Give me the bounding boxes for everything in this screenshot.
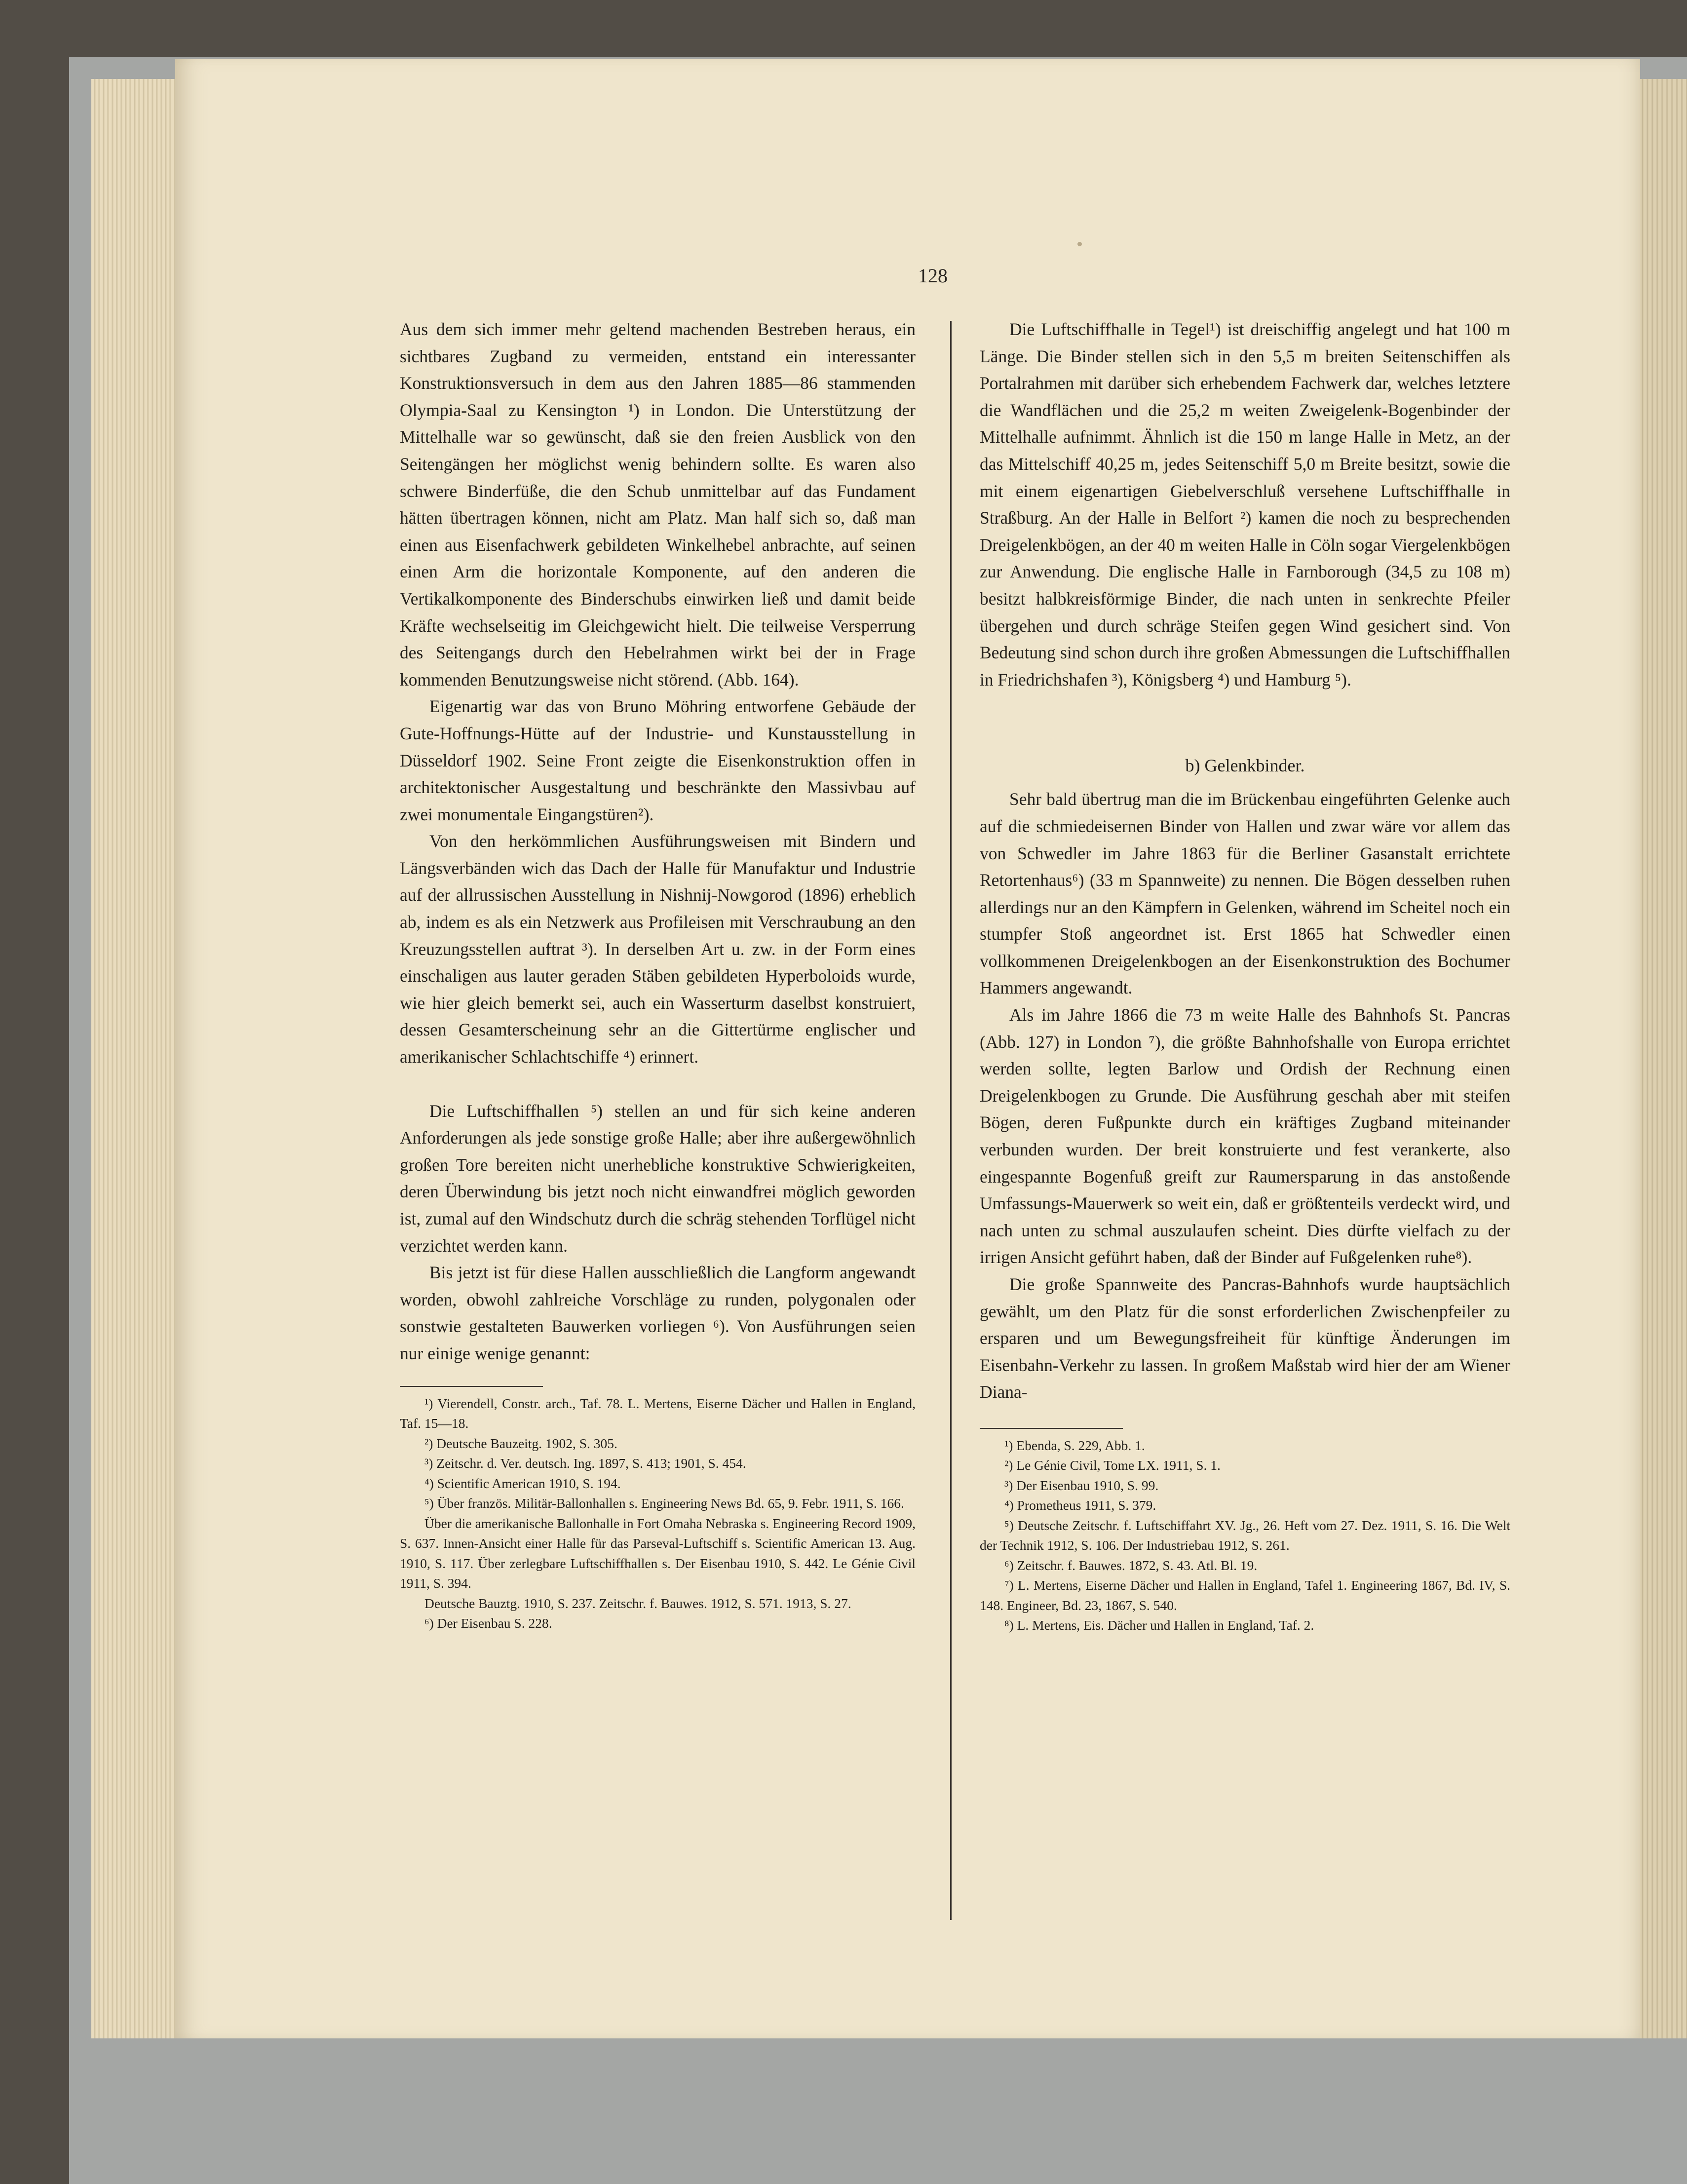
page-edges-right <box>1639 79 1687 2038</box>
paper-speck <box>1077 242 1082 246</box>
page-edges-left <box>91 79 178 2038</box>
column-divider <box>950 321 952 1920</box>
left-column <box>400 316 916 1634</box>
paragraph: Die Luftschiffhallen ⁵) stellen an und für sich keine anderen Anforderungen als jede sonstige große Halle; aber ihre außergewöhnlich großen Tore bereiten nicht unerhebliche konstruktive Schwierigkeiten, deren Überwindung bis jetzt noch nicht einwandfrei möglich geworden ist, zumal auf den Windschutz durch die schräg stehenden Torflügel nicht verzichtet werden kann. <box>400 1101 916 1256</box>
paragraph: Aus dem sich immer mehr geltend machenden Bestreben heraus, ein sichtbares Zugband zu vermeiden, entstand ein interessanter Konstruktionsversuch in dem aus den Jahren 1885—86 stammenden Olympia-Saal zu Kensington ¹) in London. Die Unterstützung der Mittelhalle war so gewünscht, daß sie den freien Ausblick von den Seitengängen her möglichst wenig behindern sollte. Es waren also schwere Binderfüße, die den Schub unmittelbar auf das Fundament hätten übertragen können, nicht am Platz. Man half sich so, daß man einen aus Eisenfachwerk gebildeten Winkelhebel anbrachte, auf seinen einen Arm die horizontale Komponente, auf den anderen die Vertikalkomponente des Binderschubs einwirken ließ und damit beide Kräfte wechselseitig im Gleichgewicht hielt. Die teilweise Versperrung des Seitengangs durch den Hebelrahmen wirkt bei der in Frage kommenden Benutzungsweise nicht störend. (Abb. 164). <box>400 319 916 690</box>
footnote: ²) Le Génie Civil, Tome LX. 1911, S. 1. <box>1004 1457 1221 1473</box>
paragraph: Sehr bald übertrug man die im Brückenbau eingeführten Gelenke auch auf die schmiedeisernen Binder von Hallen und zwar wäre vor allem das von Schwedler im Jahre 1863 für die Berliner Gasanstalt errichtete Retortenhaus⁶) (33 m Spannweite) zu nennen. Die Bögen desselben ruhen allerdings nur an den Kämpfern in Gelenken, während im Scheitel noch ein stumpfer Stoß angeordnet ist. Erst 1865 hat Schwedler einen vollkommenen Dreigelenkbogen an der Eisenkonstruktion des Bochumer Hammers angewandt. <box>980 789 1510 998</box>
footnote: ⁶) Zeitschr. f. Bauwes. 1872, S. 43. Atl. Bl. 19. <box>1004 1557 1258 1573</box>
footnotes <box>980 1436 1510 1636</box>
footnote: ⁶) Der Eisenbau S. 228. <box>424 1615 552 1631</box>
footnote: Über die amerikanische Ballonhalle in Fort Omaha Nebraska s. Engineering Record 1909, S. 637. Innen-Ansicht einer Halle für das Parseval-Luftschiff s. Scientific American 13. Aug. 1910, S. 117. Über zerlegbare Luftschiffhallen s. Der Eisenbau 1910, S. 442. Le Génie Civil 1911, S. 394. <box>400 1515 916 1591</box>
paragraph: Die Luftschiffhalle in Tegel¹) ist dreischiffig angelegt und hat 100 m Länge. Die Binder stellen sich in den 5,5 m breiten Seitenschiffen als Portalrahmen mit darüber sich erhebendem Fachwerk dar, welches letztere die Wandflächen und die 25,2 m weiten Zweigelenk-Bogenbinder der Mittelhalle aufnimmt. Ähnlich ist die 150 m lange Halle in Metz, an der das Mittelschiff 40,25 m, jedes Seitenschiff 5,0 m Breite besitzt, sowie die mit einem eigenartigen Giebelverschluß versehene Luftschiffhalle in Straßburg. An der Halle in Belfort ²) kamen die noch zu besprechenden Dreigelenkbögen, an der 40 m weiten Halle in Cöln sogar Viergelenkbögen zur Anwendung. Die englische Halle in Farnborough (34,5 zu 108 m) besitzt halbkreisförmige Binder, die nach unten in senkrechte Pfeiler übergehen und durch schräge Steifen gegen Wind gesichert sind. Von Bedeutung sind schon durch ihre großen Abmessungen die Luftschiffhallen in Friedrichshafen ³), Königsberg ⁴) und Hamburg ⁵). <box>980 319 1510 690</box>
footnote: ⁷) L. Mertens, Eiserne Dächer und Hallen in England, Tafel 1. Engineering 1867, Bd. IV, S. 148. Engineer, Bd. 23, 1867, S. 540. <box>980 1577 1510 1613</box>
footnote: ⁴) Scientific American 1910, S. 194. <box>424 1475 621 1491</box>
paragraph: Eigenartig war das von Bruno Möhring entworfene Gebäude der Gute-Hoffnungs-Hütte auf der Industrie- und Kunstausstellung in Düsseldorf 1902. Seine Front zeigte die Eisenkonstruktion offen in architektonischer Ausgestaltung und beschränkte den Massivbau auf zwei monumentale Eingangstüren²). <box>400 696 916 824</box>
footnote: ⁸) L. Mertens, Eis. Dächer und Hallen in England, Taf. 2. <box>1004 1617 1314 1633</box>
footnote: ¹) Vierendell, Constr. arch., Taf. 78. L. Mertens, Eiserne Dächer und Hallen in England, Taf. 15—18. <box>400 1395 916 1431</box>
footnote: ¹) Ebenda, S. 229, Abb. 1. <box>1004 1437 1145 1453</box>
footnote-rule <box>400 1386 543 1387</box>
page-number: 128 <box>918 265 948 287</box>
footnote: ⁵) Deutsche Zeitschr. f. Luftschiffahrt XV. Jg., 26. Heft vom 27. Dez. 1911, S. 16. Die Welt der Technik 1912, S. 106. Der Industriebau 1912, S. 261. <box>980 1517 1510 1553</box>
paragraph: Als im Jahre 1866 die 73 m weite Halle des Bahnhofs St. Pancras (Abb. 127) in London ⁷), die größte Bahnhofshalle von Europa errichtet werden sollte, legten Barlow und Ordish der Rechnung einen Dreigelenkbogen zu Grunde. Die Ausführung geschah aber mit steifen Bögen, deren Fußpunkte durch ein kräftiges Zugband miteinander verbunden wurden. Der breit konstruierte und fest verankerte, also eingespannte Bogenfuß greift zur Raumersparung in das anstoßende Umfassungs-Mauerwerk so weit ein, daß er größtenteils verdeckt wird, und nach unten zu schmal auszulaufen scheint. Dies dürfte vielfach zu der irrigen Ansicht geführt haben, daß der Binder auf Fußgelenken ruhe⁸). <box>980 1005 1510 1267</box>
paragraph: Bis jetzt ist für diese Hallen ausschließlich die Langform angewandt worden, obwohl zahlreiche Vorschläge zu runden, polygonalen oder sonstwie gestalteten Bauwerken vorliegen ⁶). Von Ausführungen seien nur einige wenige genannt: <box>400 1263 916 1363</box>
footnote: ³) Zeitschr. d. Ver. deutsch. Ing. 1897, S. 413; 1901, S. 454. <box>424 1456 746 1471</box>
footnote: ⁵) Über französ. Militär-Ballonhallen s. Engineering News Bd. 65, 9. Febr. 1911, S. 166. <box>424 1495 904 1511</box>
paragraph: Die große Spannweite des Pancras-Bahnhofs wurde hauptsächlich gewählt, um den Platz für die sonst erforderlichen Zwischenpfeiler zu ersparen und um Bewegungsfreiheit für künftige Änderungen im Eisenbahn-Verkehr zu lassen. In großem Maßstab wird hier der am Wiener Diana- <box>980 1274 1510 1402</box>
paragraph: Von den herkömmlichen Ausführungsweisen mit Bindern und Längsverbänden wich das Dach der Halle für Manufaktur und Industrie auf der allrussischen Ausstellung in Nishnij-Nowgorod (1896) erheblich ab, indem es als ein Netzwerk aus Profileisen mit Verschraubung an den Kreuzungsstellen auftrat ³). In derselben Art u. zw. in der Form eines einschaligen aus lauter geraden Stäben gebildeten Hyperboloids wurde, wie hier gleich bemerkt sei, auch ein Wasserturm daselbst konstruiert, dessen Gesamterscheinung sehr an die Gittertürme englischer und amerikanischer Schlachtschiffe ⁴) erinnert. <box>400 831 916 1067</box>
right-column <box>980 316 1510 1636</box>
footnote: ³) Der Eisenbau 1910, S. 99. <box>1004 1477 1159 1493</box>
footnote: ⁴) Prometheus 1911, S. 379. <box>1004 1497 1156 1513</box>
section-heading: b) Gelenkbinder. <box>1185 756 1305 776</box>
footnote-rule <box>980 1428 1123 1429</box>
footnote: ²) Deutsche Bauzeitg. 1902, S. 305. <box>424 1435 617 1451</box>
footnotes <box>400 1394 916 1634</box>
footnote: Deutsche Bauztg. 1910, S. 237. Zeitschr. f. Bauwes. 1912, S. 571. 1913, S. 27. <box>424 1595 851 1611</box>
